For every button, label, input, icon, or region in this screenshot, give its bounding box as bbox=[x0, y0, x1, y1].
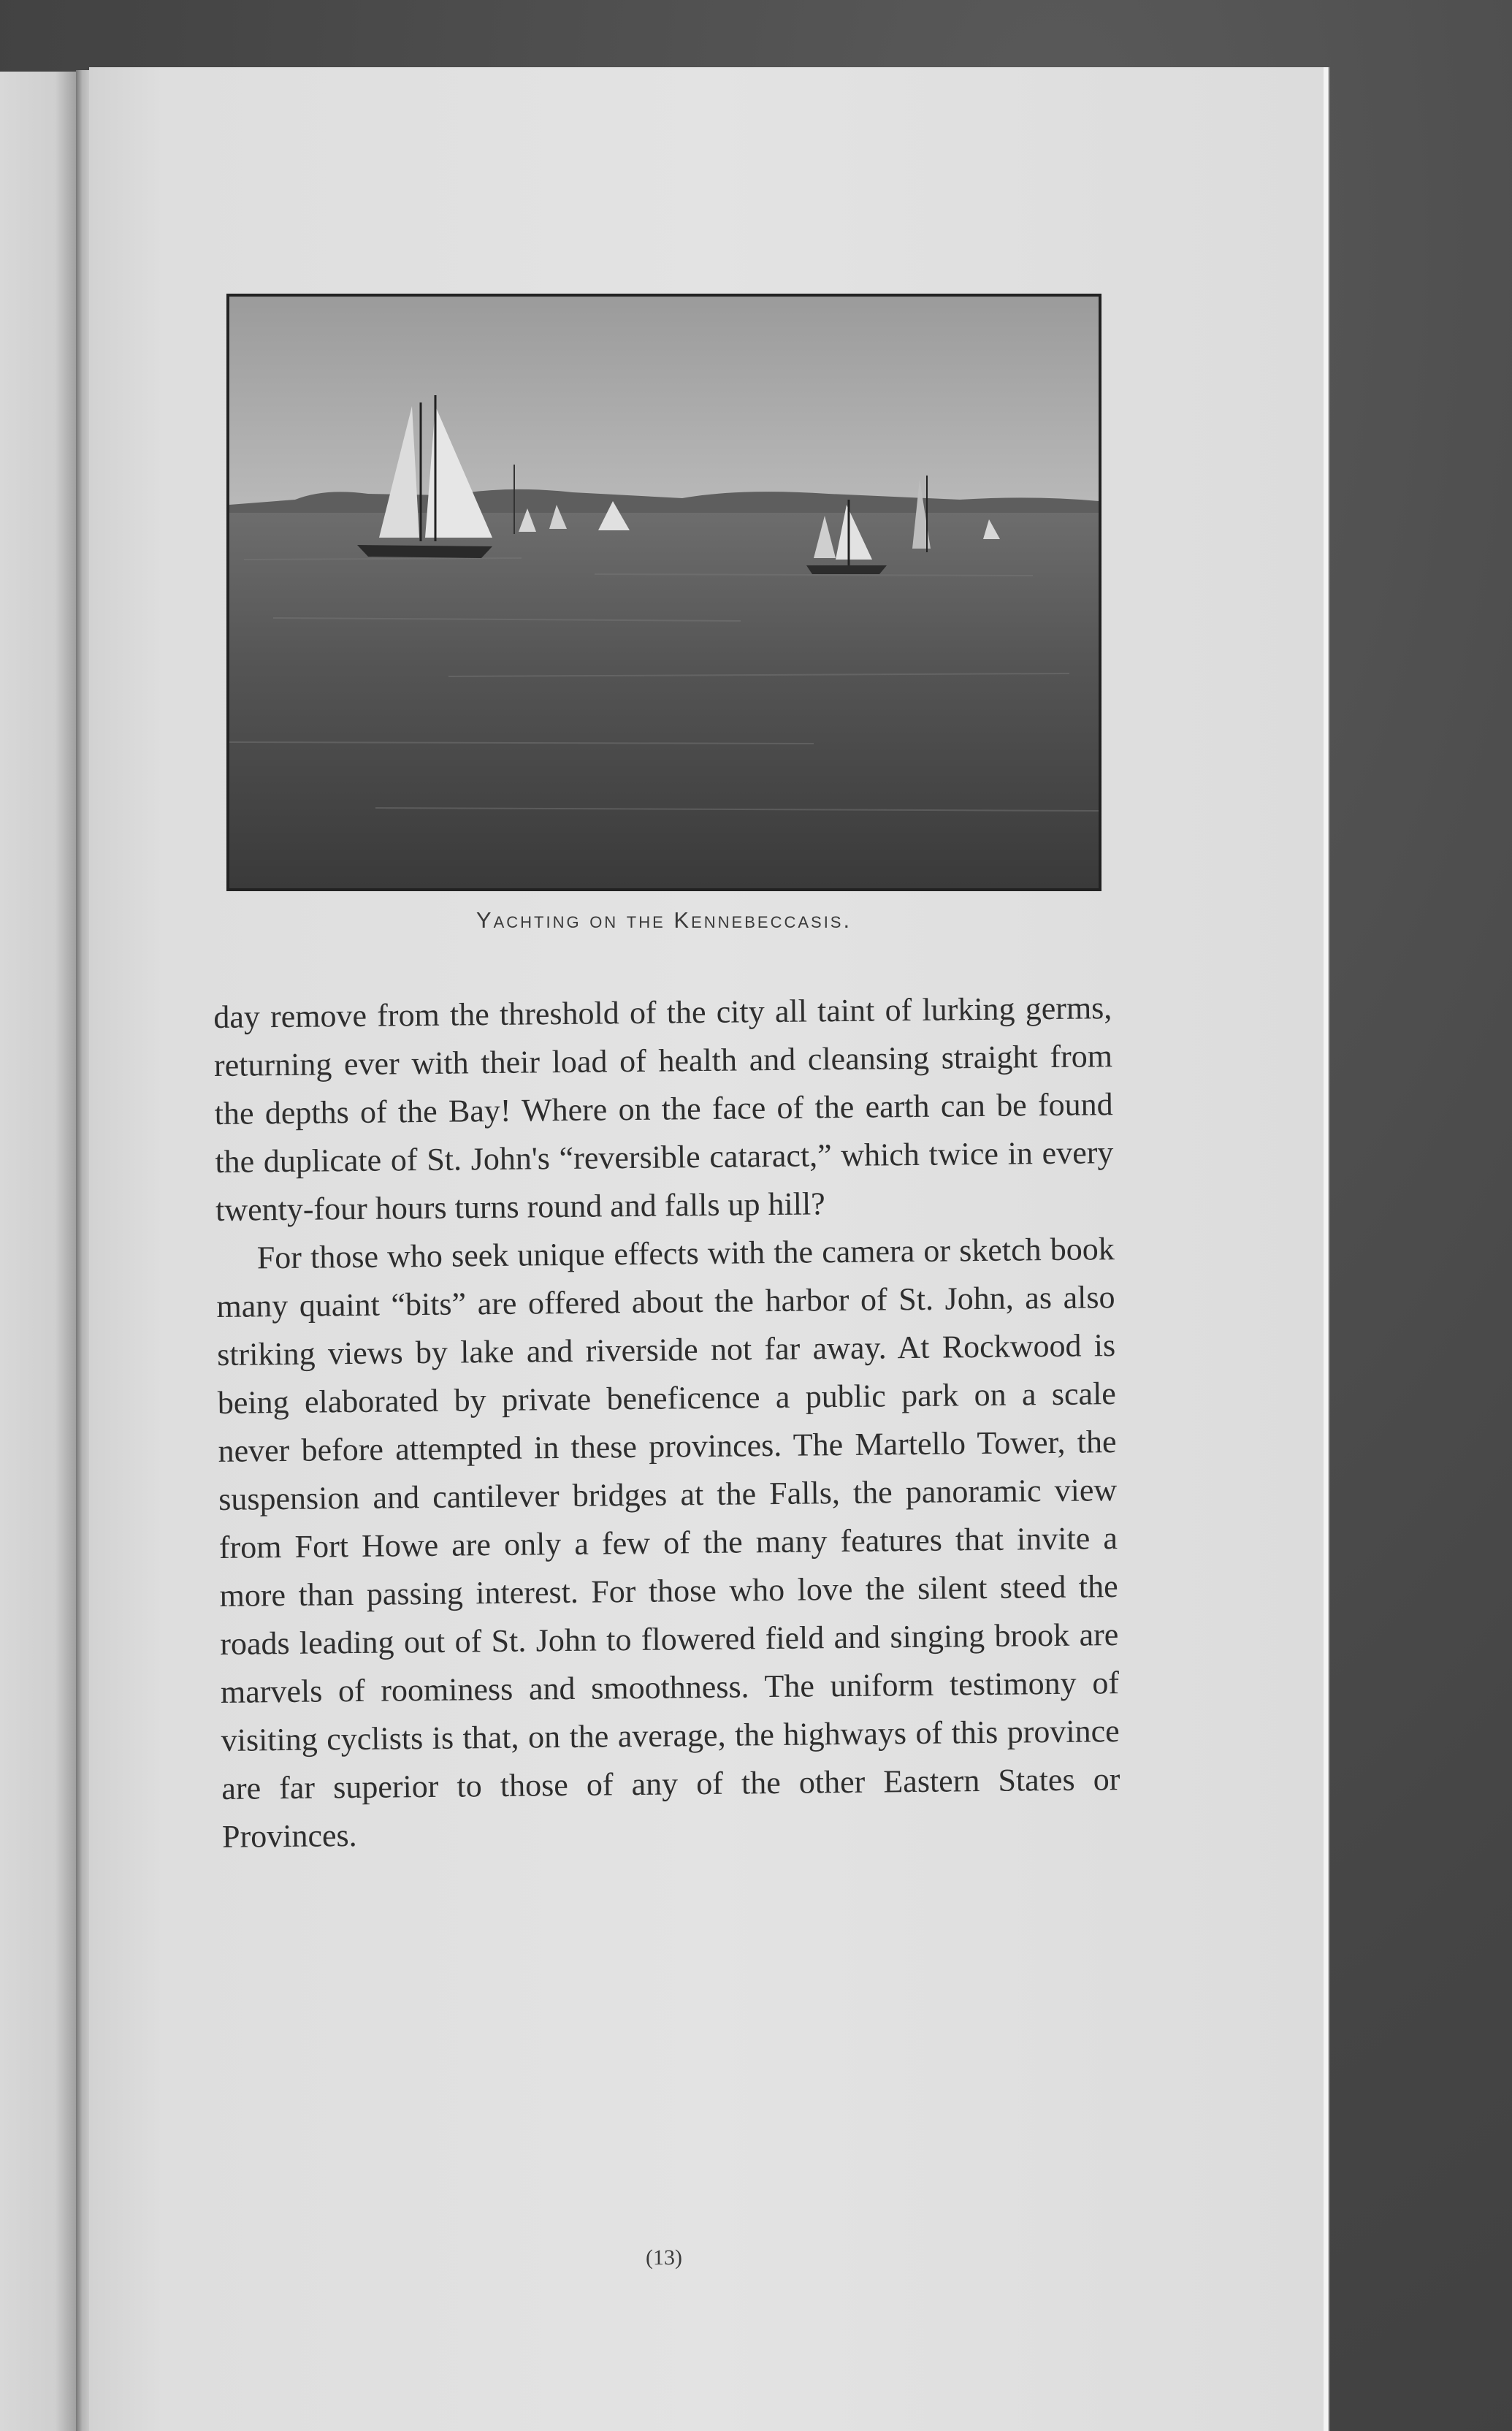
yachting-photograph bbox=[226, 294, 1101, 891]
facing-page-edge bbox=[0, 72, 79, 2431]
body-text bbox=[213, 984, 1120, 1861]
paragraph-continued: day remove from the threshold of the city all taint of lurking germs, returning ever with their load of health and cleansing straight from the depths of the Bay! Where on the face of the earth can be found the duplicate of St. John's “reversible cataract,” which twice in every twenty-four hours turns round and falls up hill? bbox=[213, 990, 1114, 1228]
photograph-sailing-yachts bbox=[229, 297, 1099, 888]
page-number: (13) bbox=[646, 2245, 682, 2270]
figure-caption: Yachting on the Kennebeccasis. bbox=[476, 907, 852, 933]
book-page bbox=[89, 67, 1324, 2431]
paragraph: For those who seek unique effects with the camera or sketch book many quaint “bits” are offered about the harbor of St. John, as also striking views by lake and riverside not far away. At Rockwood is being elaborated by private beneficence a public park on a scale never before attempted in these provinces. The Martello Tower, the suspension and cantilever bridges at the Falls, the panoramic view from Fort Howe are only a few of the many features that invite a more than passing interest. For those who love the silent steed the roads leading out of St. John to flowered field and singing brook are marvels of roominess and smoothness. The uniform testimony of visiting cyclists is that, on the average, the highways of this province are far superior to those of any of the other Eastern States or Provinces. bbox=[216, 1231, 1120, 1855]
